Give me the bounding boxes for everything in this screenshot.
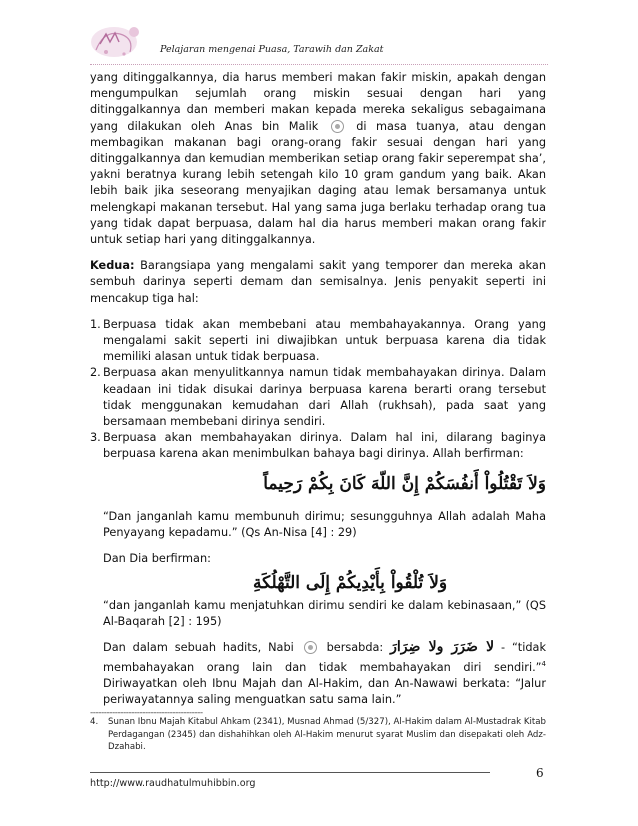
hadith-paragraph [103,639,546,709]
list-item-text: Berpuasa tidak akan membebani atau membahayakannya. Orang yang mengalami sakit seperti ini diwajibkan untuk berpuasa karena dia tidak memiliki alasan untuk tidak berpuasa. [103,317,546,364]
list-item-number: 3. [90,431,101,445]
list-item [90,365,546,430]
paragraph-1 [90,70,546,248]
sallallahu-icon [304,641,317,654]
footnote-separator: ----------------------------------------- [90,708,203,718]
list-item-number: 1. [90,317,101,331]
hadith-bersabda: bersabda: [326,640,384,654]
main-content [90,70,546,708]
paragraph-1-continuation: di masa tuanya, atau dengan membagikan makanan bagi orang-orang fakir sesuai dengan hari yang ditinggalkannya dan kemudian memberikan setiap orang fakir seperempat sha’, yakni beratnya kurang lebih setengah kilo 10 gram gandum yang baik. Akan lebih baik jika seseorang menyajikan daging atau lemak bersamanya untuk melengkapi makanan tersebut. Hal yang sama juga berlaku terhadap orang tua yang tidak dapat berpuasa, dalam hal dia harus memberi makan orang fakir untuk setiap hari yang ditinggalkannya. [90,119,547,247]
translation-1: “Dan janganlah kamu membunuh dirimu; sesungguhnya Allah adalah Maha Penyayang kepadamu.” (Qs An-Nisa [4] : 29) [103,509,546,539]
header-title: Pelajaran mengenai Puasa, Tarawih dan Zakat [160,44,384,55]
header-divider [90,64,548,65]
hadith-translation: - “tidak membahayakan orang lain dan tidak membahayakan diri sendiri.” [103,640,546,674]
list-item [90,430,546,462]
riwayat-text: Diriwayatkan oleh Ibnu Majah dan Al-Hakim, dan An-Nawawi berkata: “Jalur periwayatannya saling menguatkan satu sama lain.” [103,676,546,707]
list-item [90,317,546,366]
footer-url-link[interactable]: http://www.raudhatulmuhibbin.org [90,778,256,789]
paragraph-1-text: yang ditinggalkannya, dia harus memberi makan fakir miskin, apakah dengan mengumpulkan sejumlah orang miskin sesuai dengan hari yang ditinggalkannya dan memberi makan kepada mereka sekaligus sebagaimana yang dilakukan oleh Anas bin Malik [90,71,546,133]
condition-list [90,317,546,463]
footer-divider [90,772,490,773]
paragraph-kedua [90,258,546,307]
list-item-number: 2. [90,366,101,380]
quran-verse-1: وَلاَ تَقْتُلُواْ أَنفُسَكُمْ إِنَّ اللّهَ كَانَ بِكُمْ رَحِيماً [263,473,546,494]
footnote-ref[interactable]: 4 [541,659,546,668]
firman-intro: Dan Dia berfirman: [103,552,211,566]
list-item-text: Berpuasa akan menyulitkannya namun tidak membahayakan dirinya. Dalam keadaan ini tidak disukai darinya berpuasa karena berarti orang tersebut tidak menggunakan kemudahan dari Allah (rukhsah), pada saat yang bersamaan membebani dirinya sendiri. [103,366,546,429]
quran-verse-2: وَلاَ تُلْقُواْ بِأَيْدِيكُمْ إِلَى التَّهْلُكَةِ [253,573,448,594]
page-header [90,22,548,62]
footnote-text: Sunan Ibnu Majah Kitabul Ahkam (2341), Musnad Ahmad (5/327), Al-Hakim dalam Al-Mustadrak Kitab Perdagangan (2345) dan dishahihkan oleh Al-Hakim menurut syarat Muslim dan disepakati oleh Adz-Dzahabi. [108,717,546,753]
hadith-arabic: لا ضَرَرَ ولا ضِرَارَ [390,638,495,655]
hadith-intro: Dan dalam sebuah hadits, Nabi [103,640,294,654]
kedua-text: Barangsiapa yang mengalami sakit yang temporer dan mereka akan sembuh darinya seperti demam dan semisalnya. Jenis penyakit seperti ini mencakup tiga hal: [90,259,546,305]
kedua-label: Kedua: [90,259,135,273]
radhiyallahu-icon [331,120,344,133]
footnote-number: 4. [90,717,99,727]
footnote [90,716,546,754]
page-number: 6 [536,766,544,780]
translation-2: “dan janganlah kamu menjatuhkan dirimu sendiri ke dalam kebinasaan,” (QS Al-Baqarah [2] : 195) [103,599,546,629]
site-logo [90,22,148,60]
list-item-text: Berpuasa akan membahayakan dirinya. Dalam hal ini, dilarang baginya berpuasa karena akan menimbulkan bahaya bagi dirinya. Allah berfirman: [103,431,546,461]
